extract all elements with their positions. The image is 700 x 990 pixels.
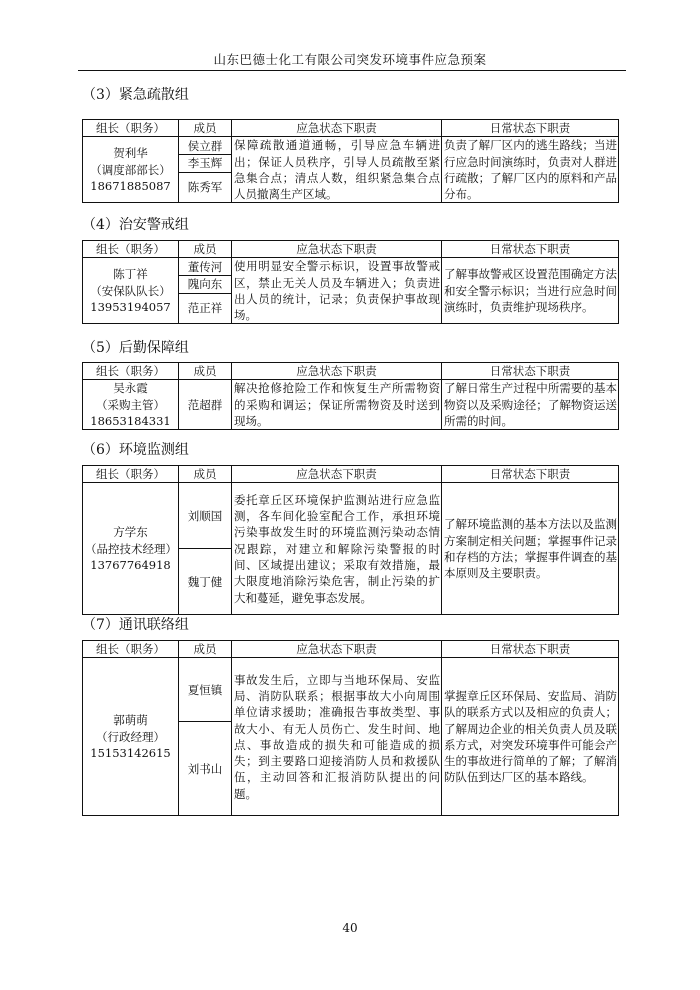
leader-phone: 13953194057 — [90, 300, 171, 315]
member-name: 董传河 — [179, 258, 232, 276]
header-rule — [78, 70, 626, 71]
section-title: （3）紧急疏散组 — [82, 87, 189, 103]
emergency-duty-text: 解决抢修抢险工作和恢复生产所需物资的采购和调运；保证所需物资及时送到现场。 — [232, 380, 442, 430]
leader-role: （安保队队长） — [90, 283, 171, 298]
leader-name: 陈丁祥 — [113, 267, 148, 282]
duty-table — [82, 362, 619, 430]
header-emergency-duty: 应急状态下职责 — [232, 120, 442, 137]
daily-duty-text: 掌握章丘区环保局、安监局、消防队的联系方式以及相应的负责人；了解周边企业的相关负责人员及联系方式，对突发环境事件可能会产生的事故进行简单的了解；了解消防队伍到达厂区的基本路线。 — [442, 658, 619, 816]
member-name: 李玉辉 — [179, 155, 232, 173]
member-name: 刘书山 — [179, 722, 232, 816]
header-leader: 组长（职务） — [83, 120, 179, 137]
emergency-duty-text: 事故发生后，立即与当地环保局、安监局、消防队联系；根据事故大小向周围单位请求援助；准确报告事故类型、事故大小、有无人员伤亡、发生时间、地点、事故造成的损失和可能造成的损失；到主要路口迎接消防人员和救援队伍，主动回答和汇报消防队提出的问题。 — [232, 658, 442, 816]
duty-table — [82, 640, 619, 816]
document-header-title: 山东巴德士化工有限公司突发环境事件应急预案 — [213, 52, 487, 67]
leader-phone: 18653184331 — [90, 413, 171, 428]
leader-name: 方学东 — [113, 525, 148, 540]
emergency-duty-text: 使用明显安全警示标识，设置事故警戒区，禁止无关人员及车辆进入；负责进出人员的统计，记录；负责保护事故现场。 — [232, 258, 442, 324]
daily-duty-text: 负责了解厂区内的逃生路线；当进行应急时间演练时，负责对人群进行疏散；了解厂区内的原料和产品分布。 — [442, 137, 619, 203]
section-title: （5）后勤保障组 — [82, 340, 189, 356]
member-name: 范超群 — [179, 380, 232, 430]
header-members: 成员 — [179, 641, 232, 658]
header-members: 成员 — [179, 466, 232, 483]
header-leader: 组长（职务） — [83, 241, 179, 258]
header-daily-duty: 日常状态下职责 — [442, 120, 619, 137]
section-title: （6）环境监测组 — [82, 442, 189, 458]
header-leader: 组长（职务） — [83, 466, 179, 483]
duty-table — [82, 240, 619, 324]
leader-cell — [83, 380, 179, 430]
emergency-duty-text: 保障疏散通道通畅，引导应急车辆进出；保证人员秩序，引导人员疏散至紧急集合点；清点人数，组织紧急集合点人员撤离生产区域。 — [232, 137, 442, 203]
header-members: 成员 — [179, 241, 232, 258]
header-members: 成员 — [179, 363, 232, 380]
header-daily-duty: 日常状态下职责 — [442, 466, 619, 483]
duty-table — [82, 465, 619, 615]
emergency-duty-text: 委托章丘区环境保护监测站进行应急监测，各车间化验室配合工作，承担环境污染事故发生时的环境监测污染动态情况跟踪，对建立和解除污染警报的时间、区域提出建议；采取有效措施，最大限度地消除污染危害，制止污染的扩大和蔓延，避免事态发展。 — [232, 483, 442, 615]
leader-role: （品控技术经理） — [85, 541, 177, 556]
leader-phone: 15153142615 — [90, 745, 171, 760]
header-leader: 组长（职务） — [83, 641, 179, 658]
daily-duty-text: 了解事故警戒区设置范围确定方法和安全警示标识；当进行应急时间演练时，负责维护现场秩序。 — [442, 258, 619, 324]
leader-role: （调度部部长） — [90, 162, 171, 177]
leader-cell — [83, 658, 179, 816]
header-leader: 组长（职务） — [83, 363, 179, 380]
header-emergency-duty: 应急状态下职责 — [232, 241, 442, 258]
leader-phone: 18671885087 — [90, 179, 171, 194]
leader-cell — [83, 483, 179, 615]
header-emergency-duty: 应急状态下职责 — [232, 363, 442, 380]
member-name: 陈秀军 — [179, 172, 232, 203]
leader-phone: 13767764918 — [90, 557, 171, 572]
header-emergency-duty: 应急状态下职责 — [232, 466, 442, 483]
header-daily-duty: 日常状态下职责 — [442, 241, 619, 258]
leader-role: （采购主管） — [96, 397, 165, 412]
daily-duty-text: 了解日常生产过程中所需要的基本物资以及采购途径；了解物资运送所需的时间。 — [442, 380, 619, 430]
member-name: 魏丁健 — [179, 549, 232, 615]
member-name: 夏恒镇 — [179, 658, 232, 722]
member-name: 隗向东 — [179, 276, 232, 294]
leader-name: 郭萌萌 — [113, 713, 148, 728]
header-daily-duty: 日常状态下职责 — [442, 363, 619, 380]
header-emergency-duty: 应急状态下职责 — [232, 641, 442, 658]
daily-duty-text: 了解环境监测的基本方法以及监测方案制定相关问题；掌握事件记录和存档的方法；掌握事件调查的基本原则及主要职责。 — [442, 483, 619, 615]
member-name: 侯立群 — [179, 137, 232, 155]
section-title: （7）通讯联络组 — [82, 617, 189, 633]
leader-role: （行政经理） — [96, 729, 165, 744]
leader-cell — [83, 137, 179, 203]
member-name: 刘顺国 — [179, 483, 232, 549]
section-title: （4）治安警戒组 — [82, 217, 189, 233]
duty-table — [82, 119, 619, 203]
page-number: 40 — [342, 921, 358, 935]
header-members: 成员 — [179, 120, 232, 137]
member-name: 范正祥 — [179, 293, 232, 324]
leader-cell — [83, 258, 179, 324]
leader-name: 吴永霞 — [113, 381, 148, 396]
header-daily-duty: 日常状态下职责 — [442, 641, 619, 658]
leader-name: 贺利华 — [113, 146, 148, 161]
